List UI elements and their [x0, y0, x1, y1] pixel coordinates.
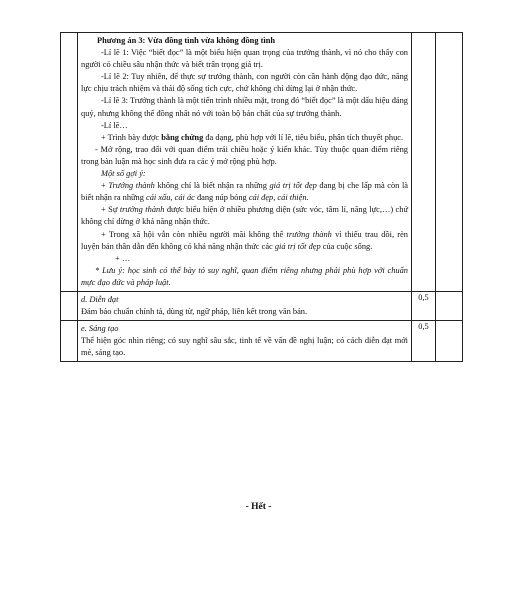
reason-2: -Lí lẽ 2: Tuy nhiên, để thực sự trưởng thành, con người còn cần hành động đạo đức, năng lực chịu trách nhiệm và thái độ sống tích cực, chứ không chỉ dừng lại ở nhận thức.	[81, 72, 408, 94]
option3-content-cell	[78, 33, 412, 292]
suggestion-3	[81, 229, 408, 253]
empty-cell	[61, 321, 78, 362]
reason-etc: -Lí lẽ…	[101, 120, 128, 130]
evidence-post: đa dạng, phù hợp với lí lẽ, tiêu biểu, phân tích thuyết phục.	[203, 132, 404, 142]
table-row-expression	[61, 291, 463, 320]
reason-3: -Lí lẽ 3: Trưởng thành là một tiến trình nhiều mặt, trong đó “biết đọc” là một dấu hiệu đáng quý, nhưng không thể đồng nhất nó với toàn bộ bản chất của sự trưởng thành.	[81, 96, 408, 118]
extra-cell-empty	[436, 291, 463, 320]
suggestion-label: Một số gợi ý:	[101, 169, 146, 179]
extra-cell-empty	[436, 33, 463, 292]
table-row-option3	[61, 33, 463, 292]
evidence-paragraph	[81, 132, 408, 144]
creativity-label: e. Sáng tạo	[81, 324, 119, 334]
suggestion-etc: + …	[115, 253, 131, 263]
expression-content-cell	[78, 291, 412, 320]
s2-a: + Sự	[101, 205, 120, 215]
evidence-pre: + Trình bày được	[101, 132, 162, 142]
expression-text: Đảm bảo chuẩn chính tả, dùng từ, ngữ pháp, liên kết trong văn bản.	[81, 307, 308, 317]
empty-cell	[61, 291, 78, 320]
note-paragraph: * Lưu ý: học sinh có thể bày tỏ suy nghĩ, quan điểm riêng nhưng phải phù hợp với chuẩn mực đạo đức và pháp luật.	[81, 265, 408, 287]
creativity-score: 0,5	[412, 321, 436, 362]
score-cell-empty	[412, 33, 436, 292]
option3-heading: Phương án 3: Vừa đồng tình vừa không đồng tình	[97, 36, 276, 45]
s3-c: vì thiếu trau dồi, rèn luyện bản thân dẫn đến không có khả năng nhận thức các	[81, 229, 408, 251]
expand-paragraph: - Mở rộng, trao đổi với quan điểm trái chiều hoặc ý kiến khác. Tùy thuộc quan điểm riêng trong bàn luận mà học sinh đưa ra các ý mở rộng phù hợp.	[81, 144, 408, 166]
suggestion-1	[81, 180, 408, 204]
s1-h: cái đẹp, cái thiện.	[248, 193, 309, 203]
s3-e: của cuộc sống.	[320, 241, 373, 251]
creativity-content-cell	[78, 321, 412, 362]
expression-label: d. Diễn đạt	[81, 294, 119, 304]
s3-d: giá trị tốt đẹp	[274, 241, 321, 251]
s1-a: +	[101, 181, 109, 191]
s3-b: trưởng thành	[286, 229, 332, 239]
reason-1: -Lí lẽ 1: Việc “biết đọc” là một biểu hiện quan trọng của trưởng thành, vì nó cho thấy con người có chiều sâu nhận thức và biết trân trọng giá trị.	[81, 48, 408, 70]
s1-b: Trưởng thành	[108, 181, 155, 191]
scoring-table	[60, 32, 463, 362]
s1-f: cái xấu, cái ác	[146, 193, 195, 203]
empty-cell	[61, 33, 78, 292]
s1-c: không chỉ là biết nhận ra những	[154, 181, 270, 191]
s2-b: trưởng thành	[119, 205, 165, 215]
s1-g: đang núp bóng	[194, 193, 249, 203]
s2-c: được biểu hiện ở nhiều phương diện (sức vóc, tâm lí, năng lực,…) chứ không chỉ dừng ở khả năng nhận thức.	[81, 205, 409, 227]
extra-cell-empty	[436, 321, 463, 362]
table-row-creativity	[61, 321, 463, 362]
expression-score: 0,5	[412, 291, 436, 320]
end-marker: - Hết -	[245, 502, 272, 512]
s3-a: + Trong xã hội vẫn còn nhiều người mãi không thể	[101, 229, 287, 239]
creativity-text: Thể hiện góc nhìn riêng; có suy nghĩ sâu sắc, tinh tế về vấn đề nghị luận; có cách diễn đạt mới mẻ, sáng tạo.	[81, 336, 408, 358]
evidence-bold: bằng chứng	[161, 132, 204, 142]
s1-d: giá trị tốt đẹp	[269, 181, 317, 191]
suggestion-2	[81, 204, 408, 228]
s1-e: đang bị che lấp mà còn là biết nhận ra những	[81, 181, 408, 203]
